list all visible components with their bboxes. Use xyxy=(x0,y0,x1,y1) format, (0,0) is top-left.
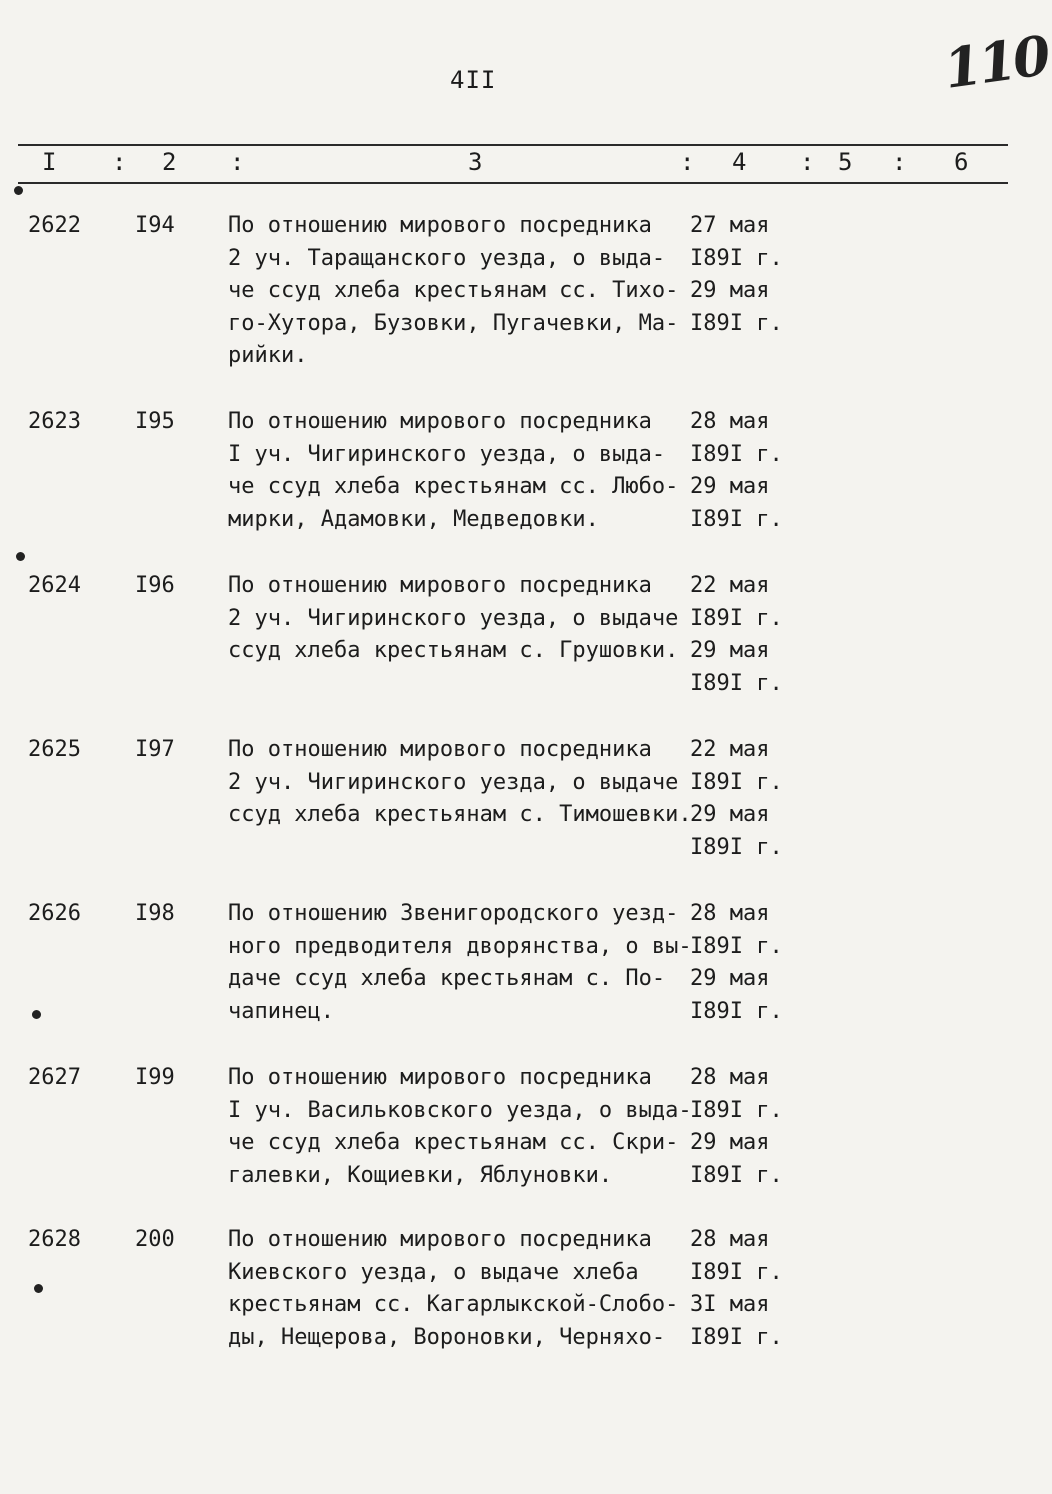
description-line: 2 уч. Таращанского уезда, о выда- xyxy=(228,245,666,271)
column-separator: : xyxy=(892,148,907,176)
description-line: чапинец. xyxy=(228,998,334,1024)
entry-dates xyxy=(690,570,810,700)
date-line: I89I г. xyxy=(690,506,783,532)
description-line: рийки. xyxy=(228,343,308,369)
date-line: I89I г. xyxy=(690,1162,783,1188)
description-line: По отношению мирового посредника xyxy=(228,213,652,238)
column-separator: : xyxy=(230,148,245,176)
date-line: 22 мая xyxy=(690,737,770,762)
description-line: ссуд хлеба крестьянам с. Грушовки. xyxy=(228,638,679,664)
entry-sub-number: I96 xyxy=(135,573,175,598)
date-line: 28 мая xyxy=(690,1065,770,1090)
entry-dates xyxy=(690,898,810,1028)
entry-description xyxy=(228,898,692,1028)
date-line: I89I г. xyxy=(690,245,783,271)
description-line: го-Хутора, Бузовки, Пугачевки, Ма- xyxy=(228,310,679,336)
column-header-6: 6 xyxy=(954,148,969,176)
description-line: 2 уч. Чигиринского уезда, о выдаче xyxy=(228,605,679,631)
description-line: По отношению мирового посредника xyxy=(228,1227,652,1252)
entry-sub-number: I95 xyxy=(135,409,175,434)
page-number: 4II xyxy=(450,66,497,94)
description-line: галевки, Кощиевки, Яблуновки. xyxy=(228,1162,613,1188)
date-line: 28 мая xyxy=(690,1227,770,1252)
entry-dates xyxy=(690,734,810,864)
binding-hole-mark xyxy=(32,1010,41,1019)
header-rule-bottom xyxy=(18,182,1008,184)
column-header-2: 2 xyxy=(162,148,177,176)
description-line: I уч. Чигиринского уезда, о выда- xyxy=(228,441,666,467)
date-line: 29 мая xyxy=(690,966,770,992)
date-line: I89I г. xyxy=(690,998,783,1024)
description-line: че ссуд хлеба крестьянам сс. Любо- xyxy=(228,474,679,500)
entry-dates xyxy=(690,1224,810,1354)
date-line: I89I г. xyxy=(690,1097,783,1123)
entry-number: 2623 xyxy=(28,409,81,434)
entry-sub-number: I98 xyxy=(135,901,175,926)
column-separator: : xyxy=(680,148,695,176)
date-line: 29 мая xyxy=(690,1130,770,1156)
entry-description xyxy=(228,210,688,373)
date-line: I89I г. xyxy=(690,310,783,336)
date-line: I89I г. xyxy=(690,1324,783,1350)
binding-hole-mark xyxy=(16,552,25,561)
entry-description xyxy=(228,570,688,668)
date-line: I89I г. xyxy=(690,834,783,860)
column-header-4: 4 xyxy=(732,148,747,176)
date-line: 29 мая xyxy=(690,474,770,500)
column-header-5: 5 xyxy=(838,148,853,176)
description-line: мирки, Адамовки, Медведовки. xyxy=(228,506,599,532)
date-line: I89I г. xyxy=(690,933,783,959)
description-line: По отношению мирового посредника xyxy=(228,409,652,434)
entry-number: 2628 xyxy=(28,1227,81,1252)
description-line: че ссуд хлеба крестьянам сс. Тихо- xyxy=(228,278,679,304)
description-line: даче ссуд хлеба крестьянам с. По- xyxy=(228,966,666,992)
description-line: По отношению мирового посредника xyxy=(228,737,652,762)
description-line: 2 уч. Чигиринского уезда, о выдаче xyxy=(228,769,679,795)
binding-hole-mark xyxy=(14,186,23,195)
entry-number: 2625 xyxy=(28,737,81,762)
entry-number: 2627 xyxy=(28,1065,81,1090)
folio-number: 110 xyxy=(940,23,1052,101)
entry-sub-number: I99 xyxy=(135,1065,175,1090)
entry-description xyxy=(228,1062,692,1192)
entry-description xyxy=(228,734,692,832)
column-separator: : xyxy=(800,148,815,176)
description-line: По отношению мирового посредника xyxy=(228,573,652,598)
header-rule-top xyxy=(18,144,1008,146)
date-line: I89I г. xyxy=(690,769,783,795)
description-line: Киевского уезда, о выдаче хлеба xyxy=(228,1259,639,1285)
description-line: ного предводителя дворянства, о вы- xyxy=(228,933,692,959)
entry-description xyxy=(228,406,688,536)
date-line: 28 мая xyxy=(690,409,770,434)
date-line: 28 мая xyxy=(690,901,770,926)
entry-sub-number: 200 xyxy=(135,1227,175,1252)
date-line: I89I г. xyxy=(690,441,783,467)
date-line: 29 мая xyxy=(690,278,770,304)
date-line: I89I г. xyxy=(690,605,783,631)
date-line: 29 мая xyxy=(690,638,770,664)
date-line: 22 мая xyxy=(690,573,770,598)
entry-sub-number: I94 xyxy=(135,213,175,238)
column-header-3: 3 xyxy=(468,148,483,176)
entry-number: 2626 xyxy=(28,901,81,926)
column-separator: : xyxy=(112,148,127,176)
date-line: 3I мая xyxy=(690,1292,770,1318)
description-line: че ссуд хлеба крестьянам сс. Скри- xyxy=(228,1130,679,1156)
entry-dates xyxy=(690,1062,810,1192)
description-line: ды, Нещерова, Вороновки, Черняхо- xyxy=(228,1324,666,1350)
entry-description xyxy=(228,1224,688,1354)
date-line: I89I г. xyxy=(690,1259,783,1285)
description-line: ссуд хлеба крестьянам с. Тимошевки. xyxy=(228,802,692,828)
description-line: крестьянам сс. Кагарлыкской-Слобо- xyxy=(228,1292,679,1318)
entry-dates xyxy=(690,210,810,340)
entry-number: 2622 xyxy=(28,213,81,238)
date-line: 27 мая xyxy=(690,213,770,238)
description-line: По отношению мирового посредника xyxy=(228,1065,652,1090)
entry-dates xyxy=(690,406,810,536)
column-header-1: I xyxy=(42,148,57,176)
entry-number: 2624 xyxy=(28,573,81,598)
date-line: 29 мая xyxy=(690,802,770,828)
binding-hole-mark xyxy=(34,1284,43,1293)
description-line: I уч. Васильковского уезда, о выда- xyxy=(228,1097,692,1123)
description-line: По отношению Звенигородского уезд- xyxy=(228,901,679,926)
date-line: I89I г. xyxy=(690,670,783,696)
entry-sub-number: I97 xyxy=(135,737,175,762)
